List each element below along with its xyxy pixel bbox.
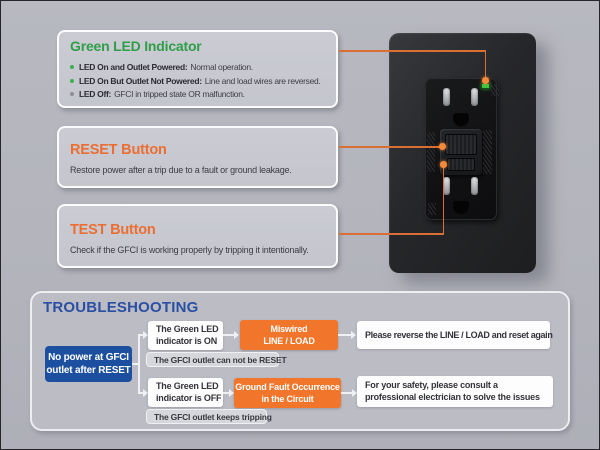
source-line1: No power at GFCI (48, 351, 129, 363)
flow-note-keeps-tripping: The GFCI outlet keeps tripping (146, 409, 267, 424)
outlet-slot-bottom-right (471, 177, 478, 195)
test-leader-line-v (443, 165, 445, 234)
cause-line1: Ground Fault Occurrence (235, 381, 340, 392)
reset-title: RESET Button (70, 142, 167, 158)
bullet-label: LED On and Outlet Powered: (79, 62, 188, 72)
bullet-text: Line and load wires are reversed. (204, 75, 321, 86)
outlet-slot-top-left (443, 88, 450, 106)
connector-row1-b (338, 334, 352, 336)
reset-leader-dot-icon (439, 143, 446, 150)
test-title: TEST Button (70, 222, 156, 238)
test-leader-line-h (339, 233, 444, 235)
arrowhead-icon (352, 389, 357, 397)
cause-line2: LINE / LOAD (263, 336, 315, 346)
body-texture-hatch (427, 132, 435, 172)
arrowhead-icon (143, 389, 148, 397)
body-texture-hatch (491, 84, 499, 96)
green-led-bullet-list (70, 62, 334, 103)
led-bullet-off (70, 89, 334, 99)
flow-cause-ground-fault (234, 378, 341, 408)
led-leader-dot-icon (482, 77, 489, 84)
arrowhead-icon (143, 331, 148, 339)
bullet-dot-green-icon (70, 65, 74, 69)
flow-solution-reverse-line-load: Please reverse the LINE / LOAD and reset again (357, 321, 550, 349)
arrowhead-icon (234, 331, 239, 339)
bullet-dot-green-icon (70, 79, 74, 83)
bullet-line (79, 62, 253, 72)
reset-button-graphic (445, 134, 477, 155)
condition-line2: indicator is OFF (156, 392, 222, 403)
troubleshooting-title: TROUBLESHOOTING (43, 299, 199, 316)
bullet-line (79, 89, 245, 99)
flow-cause-miswired (240, 320, 338, 350)
callout-test-button (57, 204, 338, 268)
arrowhead-icon (229, 389, 234, 397)
condition-line1: The Green LED (156, 380, 219, 391)
led-bullet-on-powered (70, 62, 334, 72)
flow-note-cannot-reset: The GFCI outlet can not be RESET (146, 352, 279, 367)
flow-solution-consult-electrician: For your safety, please consult a professional electrician to solve the issues (357, 376, 553, 407)
connector-branch-vertical (138, 334, 140, 393)
condition-line2: indicator is ON (156, 335, 218, 346)
source-line2: outlet after RESET (46, 365, 131, 376)
bullet-line (79, 76, 321, 86)
green-led-title: Green LED Indicator (70, 38, 202, 54)
bullet-label: LED Off: (79, 89, 112, 99)
body-texture-hatch (428, 203, 436, 215)
test-leader-dot-icon (440, 161, 447, 168)
flow-condition-led-off (148, 378, 223, 407)
test-button-graphic (447, 158, 475, 171)
outlet-slot-bottom-left (443, 177, 450, 195)
bullet-text: GFCI in tripped state OR malfunction. (114, 89, 245, 99)
condition-line1: The Green LED (156, 323, 219, 334)
led-bullet-on-not-powered (70, 76, 334, 86)
flow-condition-led-on (148, 321, 223, 350)
reset-leader-line-h (339, 146, 442, 148)
arrowhead-icon (351, 331, 356, 339)
callout-green-led-indicator (57, 30, 338, 108)
callout-reset-button (57, 126, 338, 188)
led-leader-line-v (485, 50, 487, 80)
bullet-text: Normal operation. (190, 62, 253, 72)
body-texture-hatch (483, 130, 492, 174)
reset-desc: Restore power after a trip due to a fault or ground leakage. (70, 165, 292, 175)
test-desc: Check if the GFCI is working properly by tripping it intentionally. (70, 245, 309, 255)
bullet-dot-gray-icon (70, 92, 74, 96)
bullet-label: LED On But Outlet Not Powered: (79, 75, 202, 86)
cause-line1: Miswired (270, 323, 308, 334)
led-leader-line-h (339, 50, 486, 52)
flow-source-box (45, 346, 132, 382)
cause-line2: in the Circuit (261, 394, 314, 404)
outlet-slot-top-right (471, 88, 478, 106)
